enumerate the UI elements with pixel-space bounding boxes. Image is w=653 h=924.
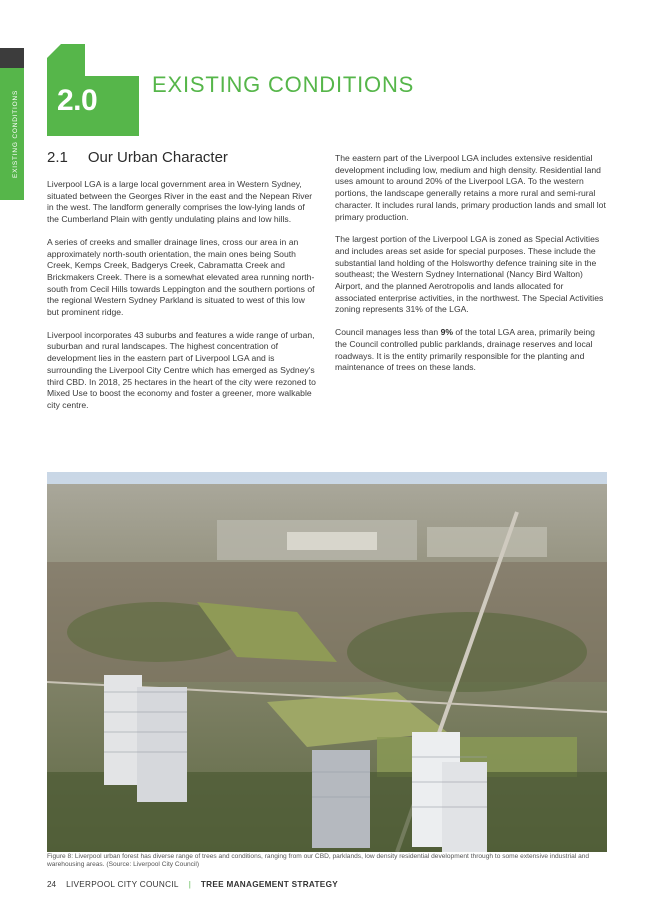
document-title: TREE MANAGEMENT STRATEGY: [200, 880, 338, 889]
highlight-percentage: 9%: [440, 327, 453, 338]
paragraph: A series of creeks and smaller drainage lines, cross our area in an approximately north-south orientation, the main ones being South Creek, Kemps Creek, Badgerys Creek, Cabramatta Creek and Brickmakers Creek. There is a somewhat elevated area running north-south from Cecil Hills towards Leppington and the southern portions of the regional Western Sydney Parkland is situated to west of this low but prominent ridge.: [47, 236, 315, 318]
paragraph: Liverpool incorporates 43 suburbs and features a wide range of urban, suburban and rural landscapes. The highest concentration of development lies in the eastern part of Liverpool LGA and is surrounding the Liverpool City Centre which has emerged as Sydney's third CBD. In 2018, 25 hectares in the heart of the city were rezoned to Mixed Use to boost the economy and foster a greener, more walkable city centre.: [47, 329, 316, 410]
chapter-title: EXISTING CONDITIONS: [152, 72, 415, 97]
paragraph-council-share: Council manages less than 9% of the total LGA area, primarily being the Council controlled public parklands, drainage reserves and local roadways. It is the entity primarily responsible for the planting and maintenance of trees on these lands.: [335, 327, 595, 373]
paragraph: The eastern part of the Liverpool LGA includes extensive residential development including low, medium and high density. Residential land uses amount to around 20% of the Liverpool LGA. To the western portions, the landscape generally retains a more rural and semi-rural character. It includes rural lands, primary production lands and small lot primary production.: [335, 153, 606, 222]
organisation-name: LIVERPOOL CITY COUNCIL: [66, 880, 179, 889]
footer-separator: |: [188, 880, 191, 889]
page-number: 24: [47, 880, 57, 889]
section-number: 2.1: [47, 149, 68, 166]
section-title: Our Urban Character: [87, 149, 228, 166]
paragraph: Liverpool LGA is a large local government area in Western Sydney, situated between the Georges River in the east and the Nepean River in the west. The landform generally comprises the low-lying lands of the Cumberland Plain with gently undulating plains and low hills.: [47, 179, 313, 225]
section-heading: [47, 149, 318, 170]
side-tab-label: EXISTING CONDITIONS: [12, 89, 19, 178]
figure-caption: Figure 8: Liverpool urban forest has diverse range of trees and conditions, ranging from our CBD, parklands, low density residential development through to some extensive industrial and warehousing areas. (Source: Liverpool City Council): [47, 853, 590, 869]
left-column: [47, 149, 318, 423]
side-tab-marker: [0, 48, 24, 68]
aerial-photo: [47, 472, 607, 852]
paragraph: The largest portion of the Liverpool LGA is zoned as Special Activities and includes areas set aside for special purposes. These include the substantial land holding of the Holsworthy defence training site in the southeast; the Western Sydney International (Nancy Bird Walton) Airport, and the planned Aerotropolis and lands allocated for associated enterprise activities, in the northwest. The Special Activities zoning represents 31% of the LGA.: [335, 234, 604, 315]
page-footer: [47, 880, 338, 889]
chapter-number: 2.0: [57, 84, 98, 117]
right-column: [335, 153, 606, 385]
